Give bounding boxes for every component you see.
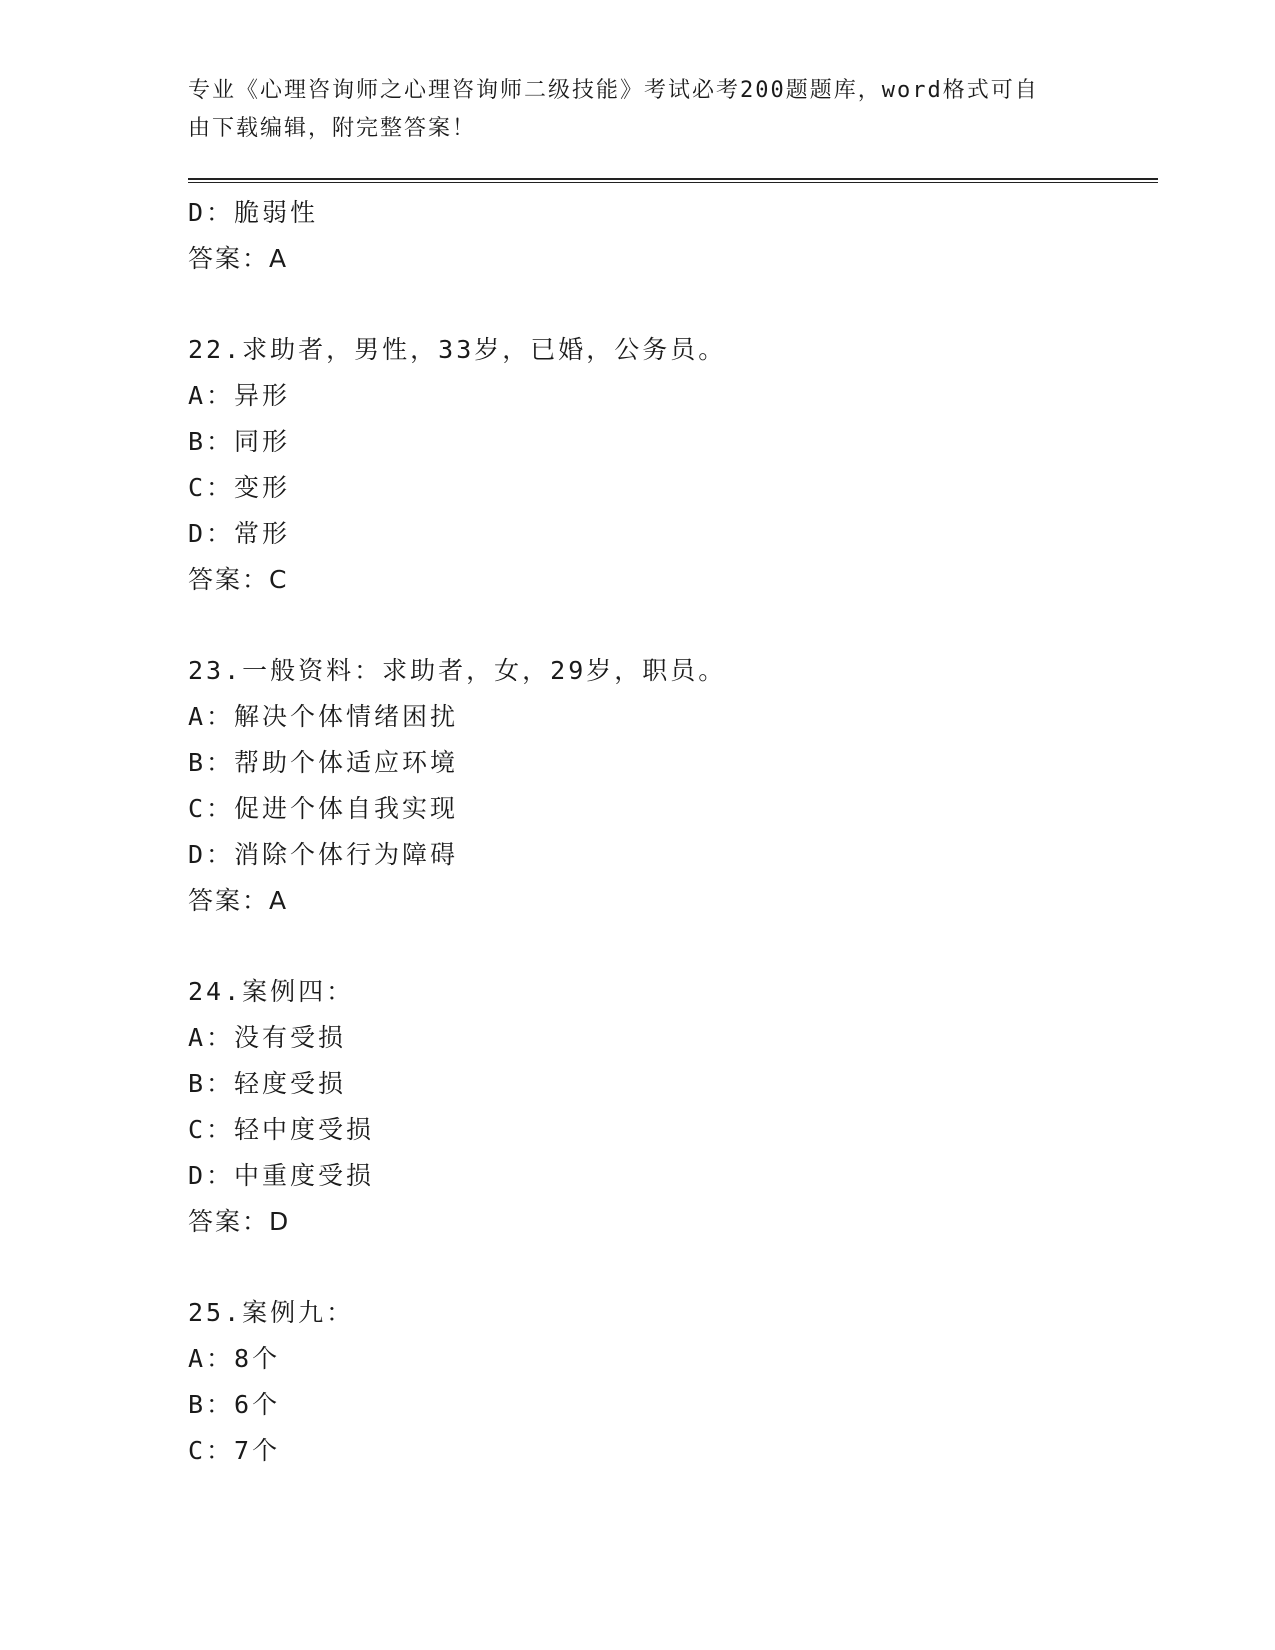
option-a: A：8个 xyxy=(188,1344,281,1373)
header-divider-thin xyxy=(188,182,1158,183)
option-d: D：消除个体行为障碍 xyxy=(188,840,459,869)
option-c: C：促进个体自我实现 xyxy=(188,794,459,823)
question-stem: 24.案例四： xyxy=(188,977,355,1006)
answer-line: 答案：D xyxy=(188,1207,291,1236)
option-b: B：6个 xyxy=(188,1390,281,1419)
question-24 xyxy=(188,969,1158,1245)
question-stem: 23.一般资料：求助者，女，29岁，职员。 xyxy=(188,656,727,685)
header-line-2: 由下载编辑，附完整答案！ xyxy=(188,116,477,141)
option-a: A：解决个体情绪困扰 xyxy=(188,702,459,731)
option-b: B：帮助个体适应环境 xyxy=(188,748,459,777)
document-header xyxy=(188,72,1088,148)
answer-line: 答案：A xyxy=(188,244,289,273)
option-d: D：脆弱性 xyxy=(188,198,319,227)
option-d: D：中重度受损 xyxy=(188,1161,375,1190)
option-b: B：同形 xyxy=(188,427,291,456)
header-line-1: 专业《心理咨询师之心理咨询师二级技能》考试必考200题题库，word格式可自 xyxy=(188,78,1039,103)
question-stem: 25.案例九： xyxy=(188,1298,355,1327)
option-c: C：7个 xyxy=(188,1436,281,1465)
answer-line: 答案：C xyxy=(188,565,289,594)
question-list xyxy=(188,190,1158,1474)
option-d: D：常形 xyxy=(188,519,291,548)
option-c: C：变形 xyxy=(188,473,291,502)
previous-question-fragment xyxy=(188,190,1158,282)
option-a: A：没有受损 xyxy=(188,1023,347,1052)
question-23 xyxy=(188,648,1158,924)
header-divider-thick xyxy=(188,178,1158,180)
option-b: B：轻度受损 xyxy=(188,1069,347,1098)
answer-line: 答案：A xyxy=(188,886,289,915)
question-22 xyxy=(188,327,1158,603)
option-a: A：异形 xyxy=(188,381,291,410)
question-25 xyxy=(188,1290,1158,1474)
option-c: C：轻中度受损 xyxy=(188,1115,375,1144)
question-stem: 22.求助者，男性，33岁，已婚，公务员。 xyxy=(188,335,727,364)
